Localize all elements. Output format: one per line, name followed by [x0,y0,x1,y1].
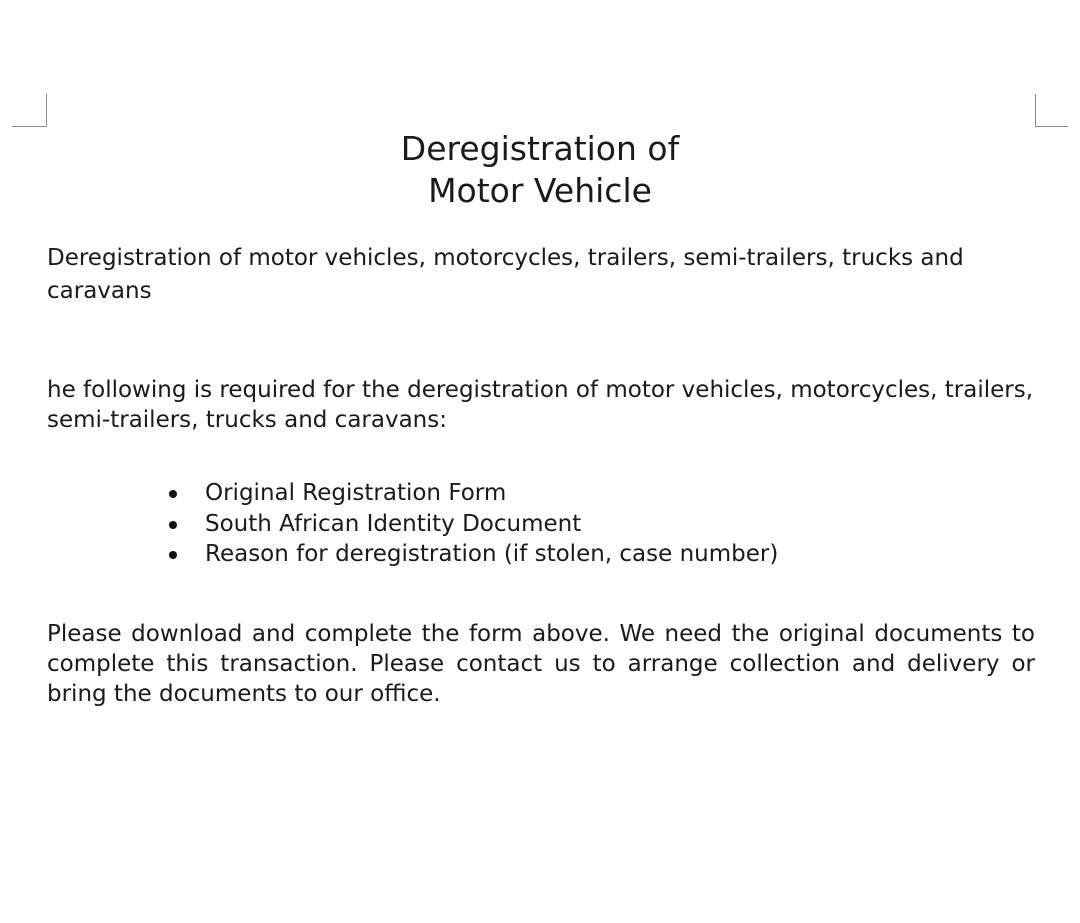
title-line-2: Motor Vehicle [428,171,652,210]
list-item [160,539,778,570]
closing-paragraph: Please download and complete the form above. We need the original documents to complete this transaction. Please contact us to arrange collection and delivery or bring the documents to our office. [47,621,1035,707]
bullet-icon [169,551,177,559]
crop-mark-top-right [1035,94,1068,127]
document-subtitle: Deregistration of motor vehicles, motorcycles, trailers, semi-trailers, trucks and caravans [47,245,964,304]
requirements-list [160,478,778,570]
list-item-text: Original Registration Form [205,480,507,506]
list-item [160,478,778,509]
bullet-icon [169,521,177,529]
list-item-text: South African Identity Document [205,510,582,537]
requirements-intro: he following is required for the deregistration of motor vehicles, motorcycles, trailers, semi-trailers, trucks and caravans: [47,377,1034,433]
list-item-text: Reason for deregistration (if stolen, case number) [205,541,779,567]
bullet-icon [169,490,177,498]
list-item [160,509,778,540]
document-title [0,128,1080,212]
title-line-1: Deregistration of [400,129,680,168]
crop-mark-top-left [12,94,47,127]
